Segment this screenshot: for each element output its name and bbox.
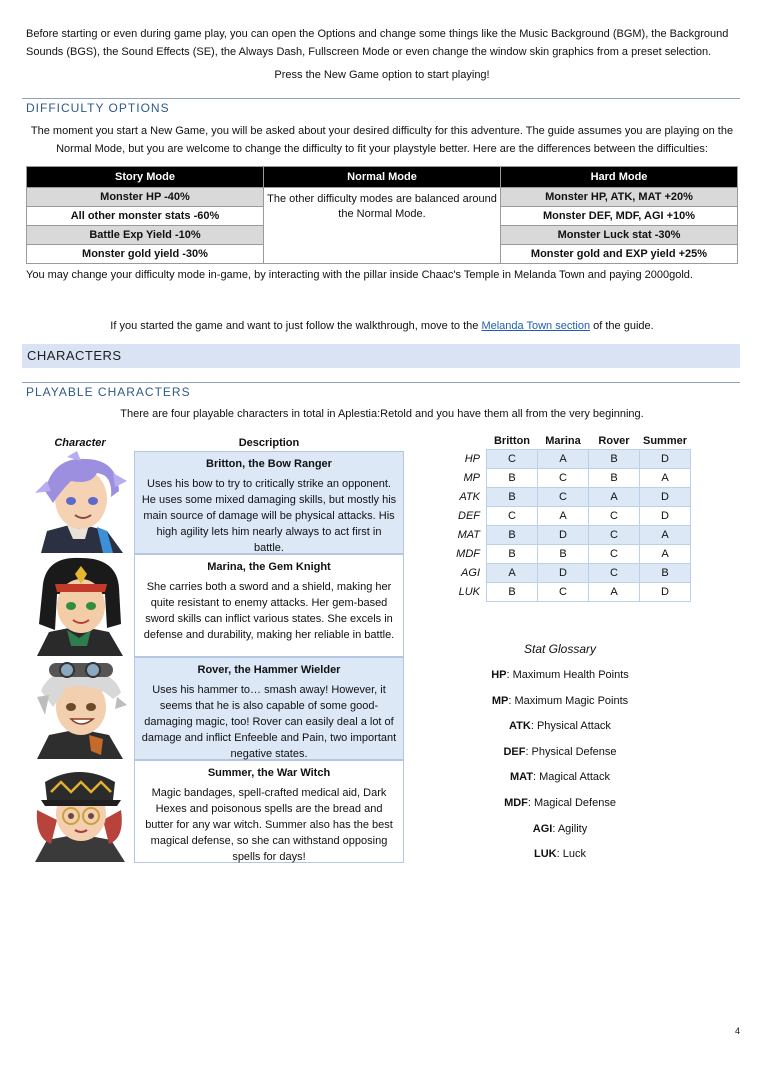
stat-label: ATK <box>442 488 487 507</box>
stat-label: MDF <box>456 548 480 560</box>
character-desc: She carries both a sword and a shield, making her quite resistant to enemy attacks. Her gem-based sword skills can inflict various states. She excels in defense and durability, making her reliable in battle. <box>143 581 395 641</box>
glossary-text: : Agility <box>552 823 588 835</box>
grade: B <box>640 564 691 583</box>
grade: A <box>589 488 640 507</box>
glossary-item <box>470 823 650 835</box>
glossary-text: : Magical Defense <box>527 797 616 809</box>
options-paragraph: Before starting or even during game play, you can open the Options and change some things like the Music Background (BGM), the Background Sounds (BGS), the Sound Effects (SE), the Always Dash, Fullscreen Mode or even change the window skin graphics from a preset selection. <box>26 28 729 58</box>
grade: A <box>487 564 538 583</box>
hard-cell: Monster HP, ATK, MAT +20% <box>501 188 738 207</box>
rover-description <box>134 657 404 760</box>
character-desc: Magic bandages, spell-crafted medical aid, Dark Hexes and poisonous spells are the bread and butter for any war witch. Summer also has the best magical defense, so she can withstand opposing spells for days! <box>145 787 393 863</box>
grade: B <box>589 450 640 469</box>
marina-description <box>134 554 404 657</box>
col-summer: Summer <box>642 435 688 447</box>
stat-row-mat <box>442 526 691 545</box>
stat-label: HP <box>442 450 487 469</box>
col-description: Description <box>238 437 300 449</box>
divider <box>22 98 740 99</box>
normal-cell: The other difficulty modes are balanced around the Normal Mode. <box>264 188 501 264</box>
difficulty-change-note: You may change your difficulty mode in-game, by interacting with the pillar inside Chaac's Temple in Melanda Town and paying 2000gold. <box>26 269 693 281</box>
walkthrough-text-before: If you started the game and want to just follow the walkthrough, move to the <box>110 320 482 332</box>
glossary-abbr: DEF <box>503 746 526 758</box>
new-game-paragraph: Press the New Game option to start playing! <box>274 69 490 81</box>
character-desc: Uses his bow to try to critically strike an opponent. He uses some mixed damaging skills, but mostly his main source of damage will be physical attacks. His high agility lets him nearly always to act first in battle. <box>141 478 397 554</box>
grade: D <box>640 583 691 602</box>
summer-description <box>134 760 404 863</box>
hard-cell: Monster Luck stat -30% <box>501 226 738 245</box>
glossary-abbr: MDF <box>504 797 528 809</box>
character-desc: Uses his hammer to… smash away! However, it seems that he is also capable of some good-damaging magic, too! Rover can easily deal a lot of damage and inflict Enfeeble and Pain, two important negative states. <box>141 684 397 760</box>
grade: C <box>589 564 640 583</box>
col-rover: Rover <box>598 435 630 447</box>
grade: C <box>538 488 589 507</box>
stat-row-hp <box>442 450 691 469</box>
stat-label: DEF <box>458 510 480 522</box>
grade: D <box>538 564 589 583</box>
grade: C <box>538 469 589 488</box>
story-cell: Battle Exp Yield -10% <box>27 226 264 245</box>
stat-row-mp <box>442 469 691 488</box>
stat-row-atk <box>442 488 691 507</box>
stat-label: MP <box>463 472 480 484</box>
col-hard-mode: Hard Mode <box>501 167 738 188</box>
grade: C <box>487 450 538 469</box>
grade: B <box>487 545 538 564</box>
stat-row-def <box>442 507 691 526</box>
glossary-abbr: ATK <box>509 720 531 732</box>
hard-cell: Monster gold and EXP yield +25% <box>501 245 738 264</box>
characters-intro: There are four playable characters in total in Aplestia:Retold and you have them all from the very beginning. <box>120 408 644 420</box>
stat-label: LUK <box>458 586 480 598</box>
glossary-abbr: LUK <box>534 848 557 860</box>
glossary-abbr: AGI <box>532 823 553 835</box>
grade: D <box>640 488 691 507</box>
playable-characters-heading: PLAYABLE CHARACTERS <box>26 385 191 399</box>
grade: A <box>640 469 691 488</box>
walkthrough-text-after: of the guide. <box>590 320 654 332</box>
rover-portrait <box>27 657 131 759</box>
grade: C <box>589 545 640 564</box>
divider <box>22 382 740 383</box>
glossary-text: : Magical Attack <box>532 771 611 783</box>
grade: B <box>487 469 538 488</box>
stats-corner <box>442 433 487 450</box>
grade: B <box>589 469 640 488</box>
difficulty-table <box>26 166 738 264</box>
grade: D <box>538 526 589 545</box>
glossary-item <box>470 797 650 809</box>
grade: C <box>538 583 589 602</box>
glossary-text: : Physical Defense <box>525 746 617 758</box>
glossary-text: : Maximum Magic Points <box>508 695 629 707</box>
grade: D <box>640 450 691 469</box>
grade: A <box>589 583 640 602</box>
melanda-town-link[interactable]: Melanda Town section <box>481 320 591 332</box>
stat-label: AGI <box>442 564 487 583</box>
character-name: Summer, the War Witch <box>207 767 331 779</box>
britton-description <box>134 451 404 554</box>
grade: C <box>589 526 640 545</box>
col-marina: Marina <box>545 435 581 447</box>
glossary-text: : Physical Attack <box>530 720 611 732</box>
difficulty-heading: DIFFICULTY OPTIONS <box>26 101 170 115</box>
grade: B <box>487 488 538 507</box>
glossary-abbr: MAT <box>509 771 533 783</box>
col-britton: Britton <box>493 435 531 447</box>
grade: C <box>487 507 538 526</box>
stat-label: MAT <box>442 526 487 545</box>
character-name: Britton, the Bow Ranger <box>206 458 332 470</box>
grade: A <box>538 507 589 526</box>
stat-row-agi <box>442 564 691 583</box>
glossary-item <box>470 669 650 681</box>
col-normal-mode: Normal Mode <box>264 167 501 188</box>
glossary-item <box>470 746 650 758</box>
story-cell: All other monster stats -60% <box>27 207 264 226</box>
glossary-title: Stat Glossary <box>523 642 597 656</box>
grade: B <box>538 545 589 564</box>
col-character: Character <box>54 437 106 449</box>
glossary-item <box>470 720 650 732</box>
walkthrough-note <box>26 317 738 335</box>
grade: A <box>538 450 589 469</box>
glossary-abbr: MP <box>491 695 509 707</box>
summer-portrait <box>27 760 131 862</box>
character-name: Rover, the Hammer Wielder <box>197 664 341 676</box>
grade: A <box>640 545 691 564</box>
grade: B <box>487 526 538 545</box>
page-number: 4 <box>734 1026 740 1036</box>
hard-cell: Monster DEF, MDF, AGI +10% <box>501 207 738 226</box>
grade: C <box>589 507 640 526</box>
stat-row-mdf <box>442 545 691 564</box>
story-cell: Monster gold yield -30% <box>27 245 264 264</box>
stats-table <box>442 433 691 602</box>
grade: B <box>487 583 538 602</box>
marina-portrait <box>27 554 131 656</box>
characters-heading-bar <box>22 344 740 368</box>
glossary-text: : Luck <box>556 848 586 860</box>
glossary-item <box>470 695 650 707</box>
glossary-text: : Maximum Health Points <box>506 669 629 681</box>
characters-heading: CHARACTERS <box>27 348 122 363</box>
col-story-mode: Story Mode <box>27 167 264 188</box>
stat-row-luk <box>442 583 691 602</box>
grade: A <box>640 526 691 545</box>
glossary-item <box>470 771 650 783</box>
glossary-item <box>470 848 650 860</box>
character-name: Marina, the Gem Knight <box>207 561 331 573</box>
difficulty-intro: The moment you start a New Game, you will be asked about your desired difficulty for this adventure. The guide assumes you are playing on the Normal Mode, but you are welcome to change the difficulty to fit your playstyle better. Here are the differences between the difficulties: <box>30 125 734 155</box>
britton-portrait <box>27 451 131 553</box>
story-cell: Monster HP -40% <box>27 188 264 207</box>
grade: D <box>640 507 691 526</box>
glossary-abbr: HP <box>491 669 507 681</box>
